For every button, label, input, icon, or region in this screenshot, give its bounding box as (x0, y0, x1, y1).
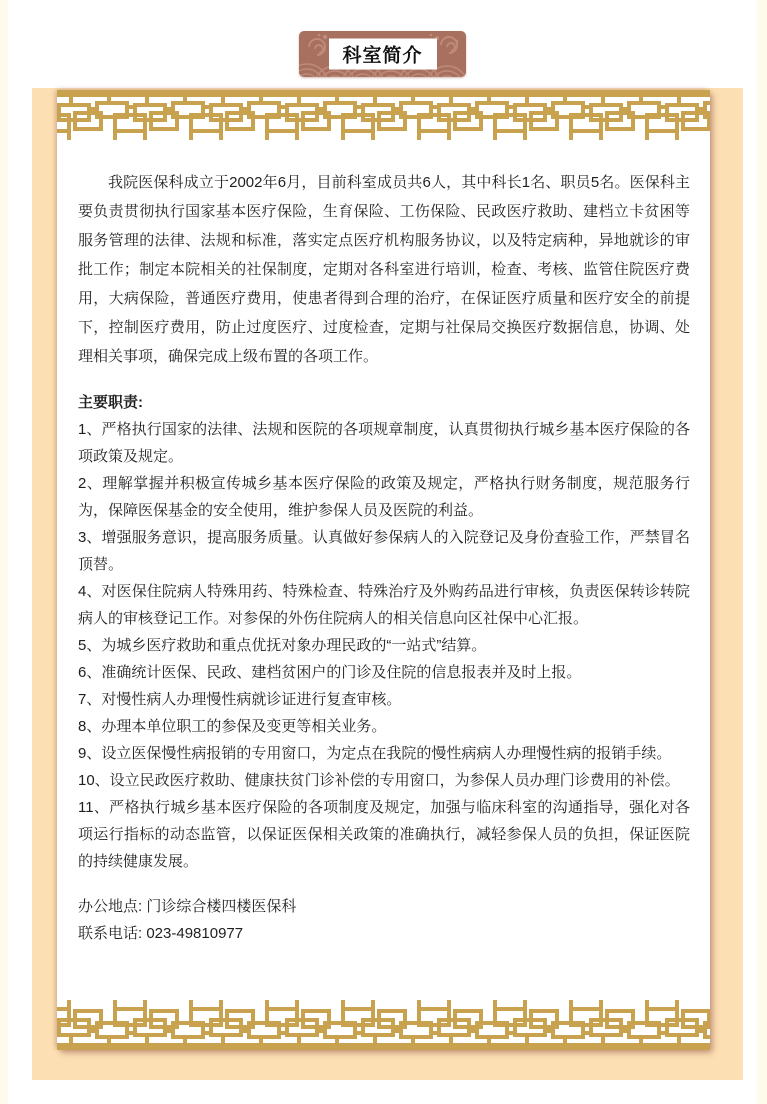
duty-item: 3、增强服务意识，提高服务质量。认真做好参保病人的入院登记及身份查验工作，严禁冒名顶替。 (78, 529, 690, 573)
duties-heading: 主要职责: (78, 394, 143, 411)
duty-item: 2、理解掌握并积极宣传城乡基本医疗保险的政策及规定，严格执行财务制度，规范服务行为，保障医保基金的安全使用，维护参保人员及医院的利益。 (78, 475, 690, 519)
duty-item: 8、办理本单位职工的参保及变更等相关业务。 (78, 718, 387, 735)
fret-pattern-icon (57, 1000, 710, 1043)
gold-bar (57, 1043, 710, 1050)
duty-item: 6、准确统计医保、民政、建档贫困户的门诊及住院的信息报表并及时上报。 (78, 664, 582, 681)
left-edge-strip (0, 0, 8, 1104)
content-card (57, 90, 710, 1050)
gold-bar (57, 90, 710, 97)
duty-item: 7、对慢性病人办理慢性病就诊证进行复查审核。 (78, 691, 402, 708)
contact-phone-line: 联系电话: 023-49810977 (78, 925, 244, 942)
intro-paragraph: 我院医保科成立于2002年6月，目前科室成员共6人，其中科长1名、职员5名。医保科主要负责贯彻执行国家基本医疗保险，生育保险、工伤保险、民政医疗救助、建档立卡贫困等服务管理的法律、法规和标准，落实定点医疗机构服务协议，以及特定病种，异地就诊的审批工作；制定本院相关的社保制度，定期对各科室进行培训，检查、考核、监管住院医疗费用，大病保险，普通医疗费用，使患者得到合理的治疗，在保证医疗质量和医疗安全的前提下，控制医疗费用，防止过度医疗、过度检查，定期与社保局交换医疗数据信息，协调、处理相关事项，确保完成上级布置的各项工作。 (78, 174, 690, 365)
right-edge-strip (757, 0, 767, 1104)
duty-item: 10、设立民政医疗救助、健康扶贫门诊补偿的专用窗口，为参保人员办理门诊费用的补偿。 (78, 772, 680, 789)
fret-pattern-icon (57, 97, 710, 140)
duty-item: 9、设立医保慢性病报销的专用窗口，为定点在我院的慢性病病人办理慢性病的报销手续。 (78, 745, 672, 762)
lattice-border-bottom (57, 1000, 710, 1050)
title-banner (299, 31, 466, 77)
duty-item: 1、严格执行国家的法律、法规和医院的各项规章制度，认真贯彻执行城乡基本医疗保险的各项政策及规定。 (78, 421, 690, 465)
duty-item: 11、严格执行城乡基本医疗保险的各项制度及规定，加强与临床科室的沟通指导，强化对各项运行指标的动态监管，以保证医保相关政策的准确执行，减轻参保人员的负担，保证医院的持续健康发展。 (78, 799, 690, 870)
banner-label-box (329, 39, 437, 70)
duty-item: 5、为城乡医疗救助和重点优抚对象办理民政的“一站式”结算。 (78, 637, 487, 654)
duty-item: 4、对医保住院病人特殊用药、特殊检查、特殊治疗及外购药品进行审核，负责医保转诊转院病人的审核登记工作。对参保的外伤住院病人的相关信息向区社保中心汇报。 (78, 583, 690, 627)
lattice-border-top (57, 90, 710, 140)
page-title: 科室简介 (342, 45, 423, 67)
office-location-line: 办公地点: 门诊综合楼四楼医保科 (78, 898, 297, 915)
document-body (78, 140, 690, 1000)
